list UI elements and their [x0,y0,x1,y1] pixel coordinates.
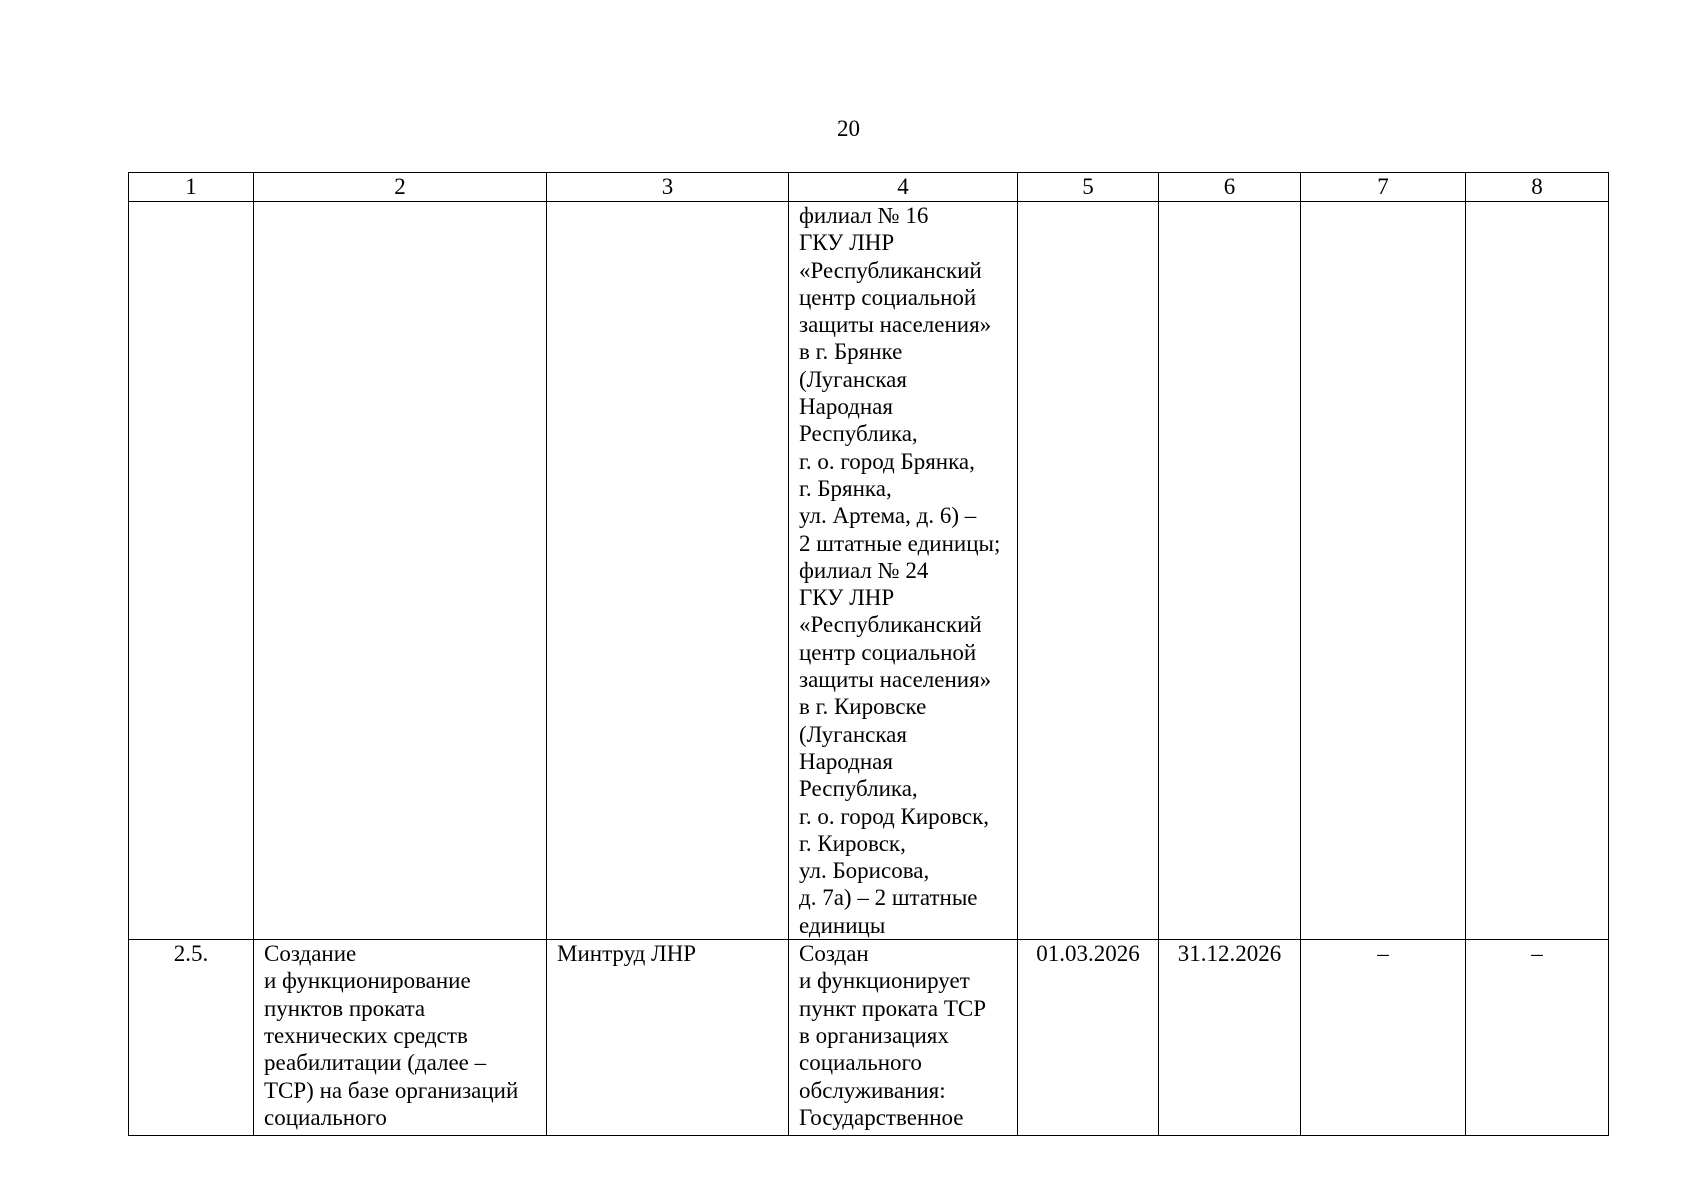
plan-table [128,172,1609,1136]
cell-activity: Создание и функционирование пунктов проката технических средств реабилитации (далее – ТСР) на базе организаций социального [254,940,547,1136]
header-cell-2: 2 [254,173,547,202]
cell-col7 [1301,202,1466,940]
header-cell-7: 7 [1301,173,1466,202]
cell-number [129,202,254,940]
page-number: 20 [837,116,860,141]
cell-result: Создан и функционирует пункт проката ТСР в организациях социального обслуживания: Государственное [789,940,1018,1136]
cell-col7: – [1301,940,1466,1136]
cell-col8: – [1466,940,1609,1136]
cell-col8 [1466,202,1609,940]
header-cell-1: 1 [129,173,254,202]
header-cell-5: 5 [1018,173,1159,202]
table-row-2-5 [129,940,1609,1136]
header-cell-3: 3 [547,173,789,202]
table-header-row [129,173,1609,202]
cell-number: 2.5. [129,940,254,1136]
cell-end-date: 31.12.2026 [1159,940,1301,1136]
cell-activity [254,202,547,940]
cell-start-date: 01.03.2026 [1018,940,1159,1136]
cell-responsible: Минтруд ЛНР [547,940,789,1136]
cell-end-date [1159,202,1301,940]
cell-responsible [547,202,789,940]
cell-start-date [1018,202,1159,940]
cell-result: филиал № 16 ГКУ ЛНР «Республиканский центр социальной защиты населения» в г. Брянке (Луганская Народная Республика, г. о. город Брянка, г. Брянка, ул. Артема, д. 6) – 2 штатные единицы; филиал № 24 ГКУ ЛНР «Республиканский центр социальной защиты населения» в г. Кировске (Луганская Народная Республика, г. о. город Кировск, г. Кировск, ул. Борисова, д. 7а) – 2 штатные единицы [789,202,1018,940]
table-row-continued [129,202,1609,940]
header-cell-4: 4 [789,173,1018,202]
header-cell-6: 6 [1159,173,1301,202]
header-cell-8: 8 [1466,173,1609,202]
